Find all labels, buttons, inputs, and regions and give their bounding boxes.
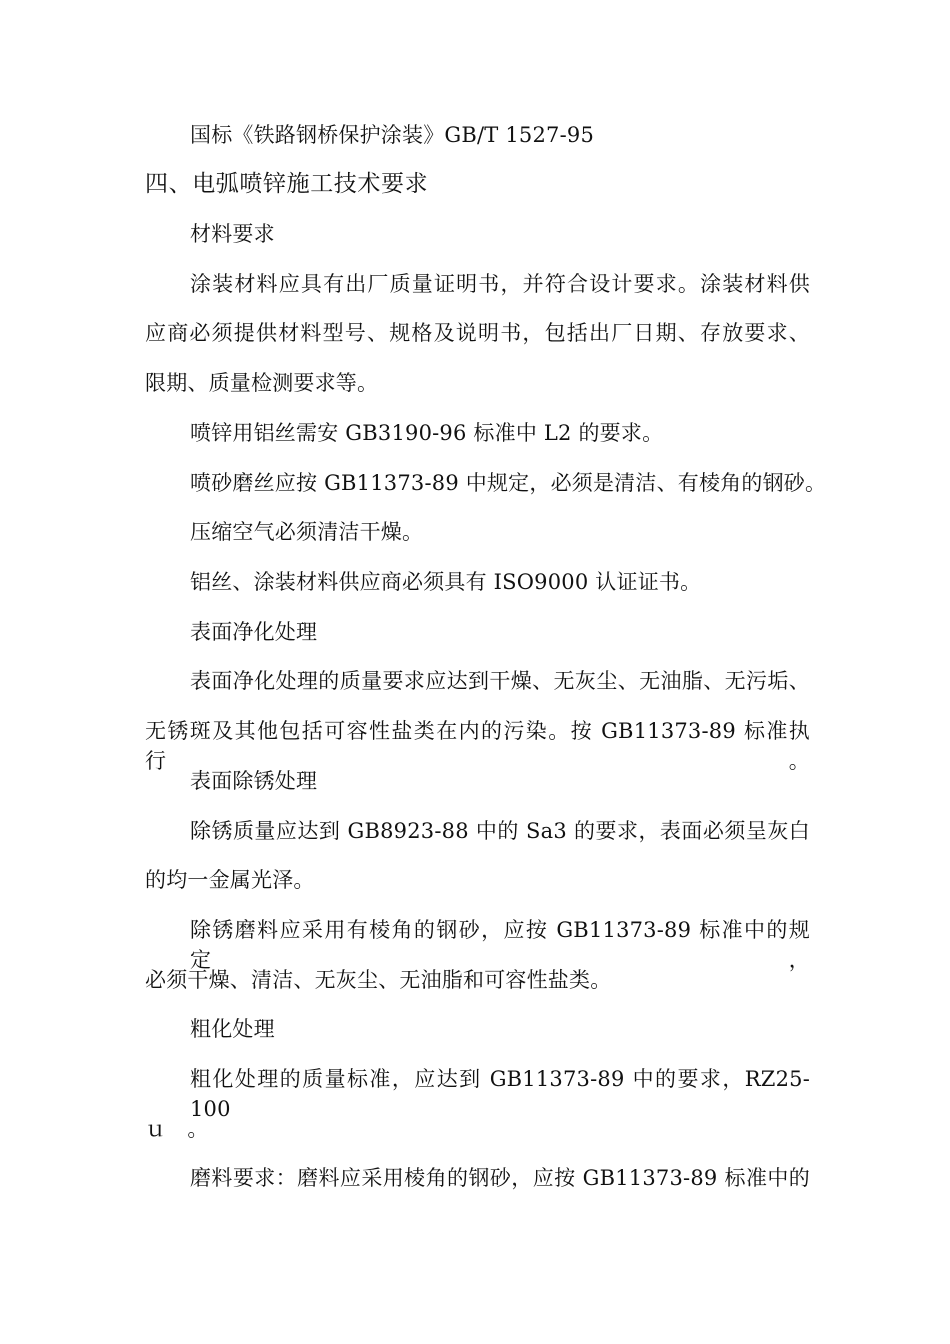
paragraph-line: 粗化处理的质量标准，应达到 GB11373-89 中的要求，RZ25-100 (190, 1067, 810, 1121)
subheading-roughening: 粗化处理 (190, 1017, 275, 1041)
paragraph-line: 铝丝、涂装材料供应商必须具有 ISO9000 认证证书。 (190, 570, 702, 594)
reference-standard-line: 国标《铁路钢桥保护涂装》GB/T 1527-95 (190, 123, 595, 147)
paragraph-line: ｕ 。 (145, 1117, 209, 1141)
paragraph-line: 的均一金属光泽。 (145, 868, 315, 892)
subheading-surface-cleaning: 表面净化处理 (190, 620, 318, 644)
paragraph-line: 限期、质量检测要求等。 (145, 371, 379, 395)
subheading-rust-removal: 表面除锈处理 (190, 769, 318, 793)
paragraph-line: 磨料要求：磨料应采用棱角的钢砂，应按 GB11373-89 标准中的 (190, 1166, 810, 1190)
paragraph-line: 喷砂磨丝应按 GB11373-89 中规定，必须是清洁、有棱角的钢砂。 (190, 471, 827, 495)
paragraph-line: 涂装材料应具有出厂质量证明书，并符合设计要求。涂装材料供 (190, 272, 810, 296)
paragraph-line: 除锈质量应达到 GB8923-88 中的 Sa3 的要求，表面必须呈灰白 (190, 819, 810, 843)
paragraph-line: 表面净化处理的质量要求应达到干燥、无灰尘、无油脂、无污垢、 (190, 669, 810, 693)
paragraph-line: 除锈磨料应采用有棱角的钢砂，应按 GB11373-89 标准中的规定， (190, 918, 810, 972)
section-heading: 四、电弧喷锌施工技术要求 (145, 171, 429, 197)
paragraph-line: 必须干燥、清洁、无灰尘、无油脂和可容性盐类。 (145, 968, 612, 992)
paragraph-line: 应商必须提供材料型号、规格及说明书，包括出厂日期、存放要求、 (145, 321, 810, 345)
subheading-materials: 材料要求 (190, 222, 275, 246)
paragraph-line: 喷锌用铝丝需安 GB3190-96 标准中 L2 的要求。 (190, 421, 664, 445)
paragraph-line: 压缩空气必须清洁干燥。 (190, 520, 424, 544)
paragraph-line: 无锈斑及其他包括可容性盐类在内的污染。按 GB11373-89 标准执行。 (145, 719, 810, 773)
